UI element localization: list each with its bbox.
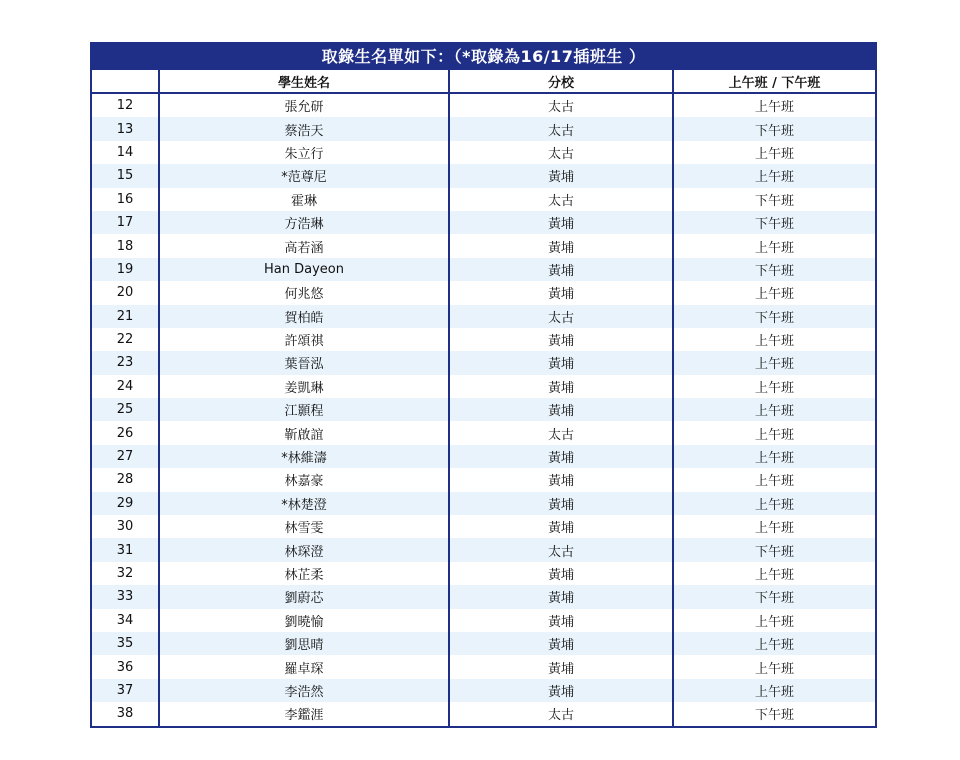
table-row	[92, 305, 875, 328]
student-name: *林維濤	[159, 445, 449, 468]
session: 上午班	[673, 351, 875, 374]
row-index: 30	[92, 515, 159, 538]
table-row	[92, 609, 875, 632]
row-index: 16	[92, 188, 159, 211]
row-index: 21	[92, 305, 159, 328]
campus: 黃埔	[449, 655, 673, 678]
session: 下午班	[673, 585, 875, 608]
session: 上午班	[673, 141, 875, 164]
student-name: 姜凱琳	[159, 375, 449, 398]
row-index: 22	[92, 328, 159, 351]
row-index: 13	[92, 117, 159, 140]
session: 上午班	[673, 234, 875, 257]
student-name: 劉蔚芯	[159, 585, 449, 608]
student-name: 林琛澄	[159, 538, 449, 561]
session: 上午班	[673, 421, 875, 444]
session: 上午班	[673, 468, 875, 491]
session: 上午班	[673, 609, 875, 632]
student-name: 林嘉豪	[159, 468, 449, 491]
campus: 太古	[449, 538, 673, 561]
student-name: 李鑑涯	[159, 702, 449, 725]
row-index: 20	[92, 281, 159, 304]
student-name: *林楚澄	[159, 492, 449, 515]
session: 上午班	[673, 164, 875, 187]
campus: 黃埔	[449, 375, 673, 398]
table-row	[92, 515, 875, 538]
table-row	[92, 585, 875, 608]
campus: 黃埔	[449, 351, 673, 374]
header-campus: 分校	[449, 70, 673, 93]
student-name: 李浩然	[159, 679, 449, 702]
session: 上午班	[673, 445, 875, 468]
list-title: 取錄生名單如下：（*取錄為16/17插班生 ）	[92, 44, 875, 70]
table-row	[92, 93, 875, 117]
session: 上午班	[673, 281, 875, 304]
session: 下午班	[673, 258, 875, 281]
student-name: Han Dayeon	[159, 258, 449, 281]
row-index: 19	[92, 258, 159, 281]
campus: 黃埔	[449, 281, 673, 304]
campus: 黃埔	[449, 679, 673, 702]
table-row	[92, 679, 875, 702]
table-row	[92, 164, 875, 187]
campus: 黃埔	[449, 164, 673, 187]
campus: 太古	[449, 305, 673, 328]
student-name: 蔡浩天	[159, 117, 449, 140]
row-index: 29	[92, 492, 159, 515]
student-name: 高若涵	[159, 234, 449, 257]
session: 上午班	[673, 398, 875, 421]
session: 下午班	[673, 702, 875, 725]
row-index: 12	[92, 93, 159, 117]
session: 上午班	[673, 655, 875, 678]
table-row	[92, 492, 875, 515]
student-name: 劉曉愉	[159, 609, 449, 632]
row-index: 38	[92, 702, 159, 725]
student-name: 江顥程	[159, 398, 449, 421]
campus: 黃埔	[449, 468, 673, 491]
campus: 太古	[449, 141, 673, 164]
session: 上午班	[673, 328, 875, 351]
table-row	[92, 421, 875, 444]
session: 上午班	[673, 562, 875, 585]
session: 上午班	[673, 375, 875, 398]
session: 下午班	[673, 117, 875, 140]
campus: 太古	[449, 117, 673, 140]
student-name: 張允研	[159, 93, 449, 117]
admission-list-sheet	[90, 42, 877, 728]
row-index: 17	[92, 211, 159, 234]
campus: 黃埔	[449, 398, 673, 421]
row-index: 14	[92, 141, 159, 164]
student-name: 賀柏皓	[159, 305, 449, 328]
student-name: 何兆悠	[159, 281, 449, 304]
campus: 黃埔	[449, 515, 673, 538]
table-row	[92, 562, 875, 585]
session: 下午班	[673, 305, 875, 328]
table-row	[92, 281, 875, 304]
campus: 黃埔	[449, 258, 673, 281]
table-row	[92, 141, 875, 164]
campus: 黃埔	[449, 609, 673, 632]
header-session: 上午班 / 下午班	[673, 70, 875, 93]
table-header-row	[92, 70, 875, 93]
table-row	[92, 468, 875, 491]
session: 上午班	[673, 93, 875, 117]
student-name: 朱立行	[159, 141, 449, 164]
campus: 黃埔	[449, 632, 673, 655]
table-row	[92, 258, 875, 281]
campus: 黃埔	[449, 328, 673, 351]
student-name: 林芷柔	[159, 562, 449, 585]
campus: 黃埔	[449, 234, 673, 257]
campus: 黃埔	[449, 445, 673, 468]
row-index: 25	[92, 398, 159, 421]
student-name: 林雪雯	[159, 515, 449, 538]
session: 上午班	[673, 632, 875, 655]
row-index: 23	[92, 351, 159, 374]
row-index: 33	[92, 585, 159, 608]
header-student-name: 學生姓名	[159, 70, 449, 93]
row-index: 24	[92, 375, 159, 398]
table-row	[92, 328, 875, 351]
row-index: 18	[92, 234, 159, 257]
campus: 太古	[449, 93, 673, 117]
session: 下午班	[673, 538, 875, 561]
student-name: 劉思晴	[159, 632, 449, 655]
campus: 太古	[449, 188, 673, 211]
table-row	[92, 188, 875, 211]
row-index: 35	[92, 632, 159, 655]
table-row	[92, 655, 875, 678]
student-name: 靳啟誼	[159, 421, 449, 444]
table-row	[92, 398, 875, 421]
row-index: 27	[92, 445, 159, 468]
row-index: 15	[92, 164, 159, 187]
table-row	[92, 445, 875, 468]
table-row	[92, 632, 875, 655]
student-name: 羅卓琛	[159, 655, 449, 678]
student-name: 方浩琳	[159, 211, 449, 234]
table-row	[92, 117, 875, 140]
campus: 太古	[449, 702, 673, 725]
table-row	[92, 375, 875, 398]
table-row	[92, 351, 875, 374]
campus: 黃埔	[449, 585, 673, 608]
campus: 黃埔	[449, 492, 673, 515]
row-index: 32	[92, 562, 159, 585]
header-index	[92, 70, 159, 93]
table-row	[92, 538, 875, 561]
row-index: 36	[92, 655, 159, 678]
student-name: 霍琳	[159, 188, 449, 211]
row-index: 28	[92, 468, 159, 491]
student-name: *范尊尼	[159, 164, 449, 187]
table-row	[92, 211, 875, 234]
session: 上午班	[673, 515, 875, 538]
row-index: 34	[92, 609, 159, 632]
row-index: 37	[92, 679, 159, 702]
session: 上午班	[673, 492, 875, 515]
admission-table	[92, 70, 875, 726]
row-index: 31	[92, 538, 159, 561]
session: 上午班	[673, 679, 875, 702]
campus: 黃埔	[449, 562, 673, 585]
table-row	[92, 234, 875, 257]
campus: 太古	[449, 421, 673, 444]
row-index: 26	[92, 421, 159, 444]
table-row	[92, 702, 875, 725]
student-name: 許頌祺	[159, 328, 449, 351]
student-name: 葉晉泓	[159, 351, 449, 374]
campus: 黃埔	[449, 211, 673, 234]
session: 下午班	[673, 188, 875, 211]
session: 下午班	[673, 211, 875, 234]
